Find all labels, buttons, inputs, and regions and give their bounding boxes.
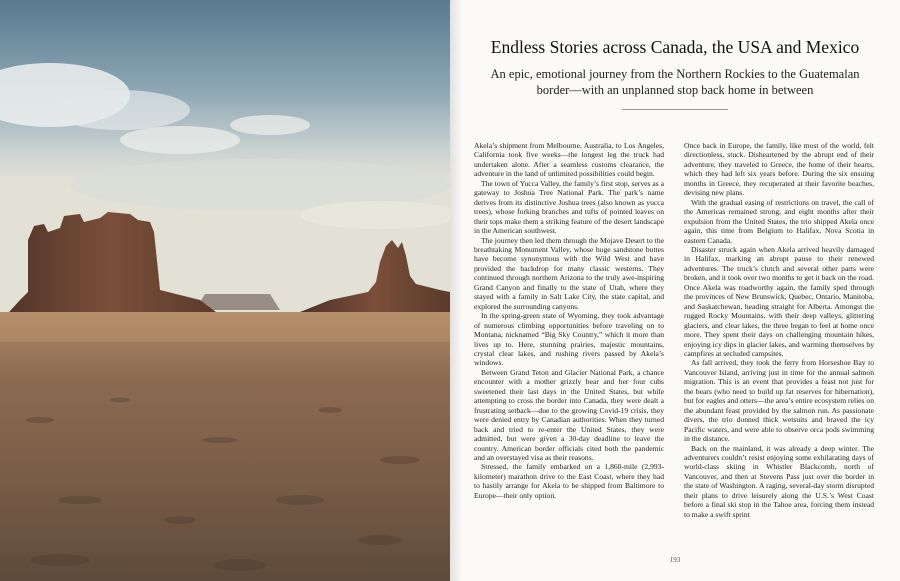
body-column-left — [474, 141, 664, 500]
paragraph: The town of Yucca Valley, the family’s first stop, serves as a gateway to Joshua Tree National Park. The park’s name derives from its distinctive Joshua trees (also known as yucca trees), whose forking branches and tufts of pointed leaves on their tops make them a striking feature of the desert landscape in the American southwest. — [474, 178, 664, 236]
body-column-right — [684, 141, 874, 519]
article-title: Endless Stories across Canada, the USA and Mexico — [490, 37, 860, 57]
paragraph: Akela’s shipment from Melbourne, Australia, to Los Angeles, California took five weeks—the longest leg the truck had undertaken alone. After a seamless customs clearance, the adventure in the land of unlimited possibilities could begin. — [474, 141, 664, 179]
title-divider — [622, 109, 728, 110]
article-subtitle: An epic, emotional journey from the Northern Rockies to the Guatemalan border—with an unplanned stop back home in between — [490, 67, 860, 97]
paragraph: Once back in Europe, the family, like most of the world, felt directionless, stuck. Disheartened by the abrupt end of their adventure, they traveled to Greece, the home of their hearts, which they had left six years before. During the six ensuing months in Greece, they recuperated at their favorite beaches, devising new plans. — [684, 141, 874, 198]
paragraph: The journey then led them through the Mojave Desert to the breathtaking Monument Valley, whose huge sandstone buttes have become synonymous with the Wild West and have provided the backdrop for many classic westerns. They continued through northern Arizona to the truly awe-inspiring Grand Canyon and finally to the state of Utah, where they stayed with a family in Salt Lake City, the state capital, and explored the surrounding canyons. — [474, 235, 664, 311]
paragraph: Between Grand Teton and Glacier National Park, a chance encounter with a mother grizzly bear and her four cubs sweetened their last days in the United States, but while attempting to cross the border into Canada, they were dealt a frustrating setback—due to the growing Covid-19 crisis, they were denied entry by Canadian authorities. When they turned back and tried to re-enter the United States, they were admitted, but were given a 30-day deadline to leave the country. American border officials cited both the pandemic and an overstayed visa as their reasons. — [474, 367, 664, 462]
paragraph: Back on the mainland, it was already a deep winter. The adventurers couldn’t resist enjoying some exhilarating days of world-class skiing in Whistler Blackcomb, north of Vancouver, and then at Stevens Pass just over the border in the state of Washington. A raging, several-day storm disrupted their plans to drive leisurely along the U.S.’s West Coast before a final ski stop in the Tahoe area, forcing them instead to make a swift sprint — [684, 443, 874, 519]
page-number: 193 — [669, 556, 681, 564]
paragraph: With the gradual easing of restrictions on travel, the call of the Americas remained strong, and eight months after their expulsion from the United States, the trio shipped Akela once again, this time from Belgium to Halifax, Nova Scotia in eastern Canada. — [684, 197, 874, 245]
paragraph: As fall arrived, they took the ferry from Horseshoe Bay to Vancouver Island, arriving just in time for the annual salmon migration. This is an event that provides a feast not just for the bears (who need to build up fat reserves for hibernation), but for eagles and otters—the area’s entire ecosystem relies on the abundant feast provided by the salmon run. As passionate divers, the trio donned thick wetsuits and braved the icy Pacific waters, and were able to observe orca pods swimming in the distance. — [684, 358, 874, 444]
page-gutter — [450, 0, 462, 581]
paragraph: In the spring-green state of Wyoming, they took advantage of numerous climbing opportunities before traveling on to Montana, nicknamed “Big Sky Country,” which it more than lives up to. Here, stunning prairies, majestic mountains, crystal clear lakes, and rushing rivers passed by Akela’s windows. — [474, 311, 664, 368]
paragraph: Disaster struck again when Akela arrived heavily damaged in Halifax, marking an abrupt pause to their renewed adventures. The truck’s clutch and several other parts were broken, and it took over two months to get it back on the road. Once Akela was roadworthy again, the family sped through the provinces of New Brunswick, Quebec, Ontario, Manitoba, and Saskatchewan, heading straight for Alberta. Amongst the rugged Rocky Mountains, with their deep valleys, glittering glaciers, and clear lakes, the three began to feel at home once more. They spent their days on challenging mountain hikes, enjoying icy dips in glacier lakes, and warming themselves by campfires at secluded campsites. — [684, 244, 874, 358]
paragraph: Stressed, the family embarked on a 1,860-mile (2,993-kilometer) marathon drive to the East Coast, where they had to hastily arrange for Akela to be shipped from Baltimore to Europe—their only option. — [474, 462, 664, 500]
